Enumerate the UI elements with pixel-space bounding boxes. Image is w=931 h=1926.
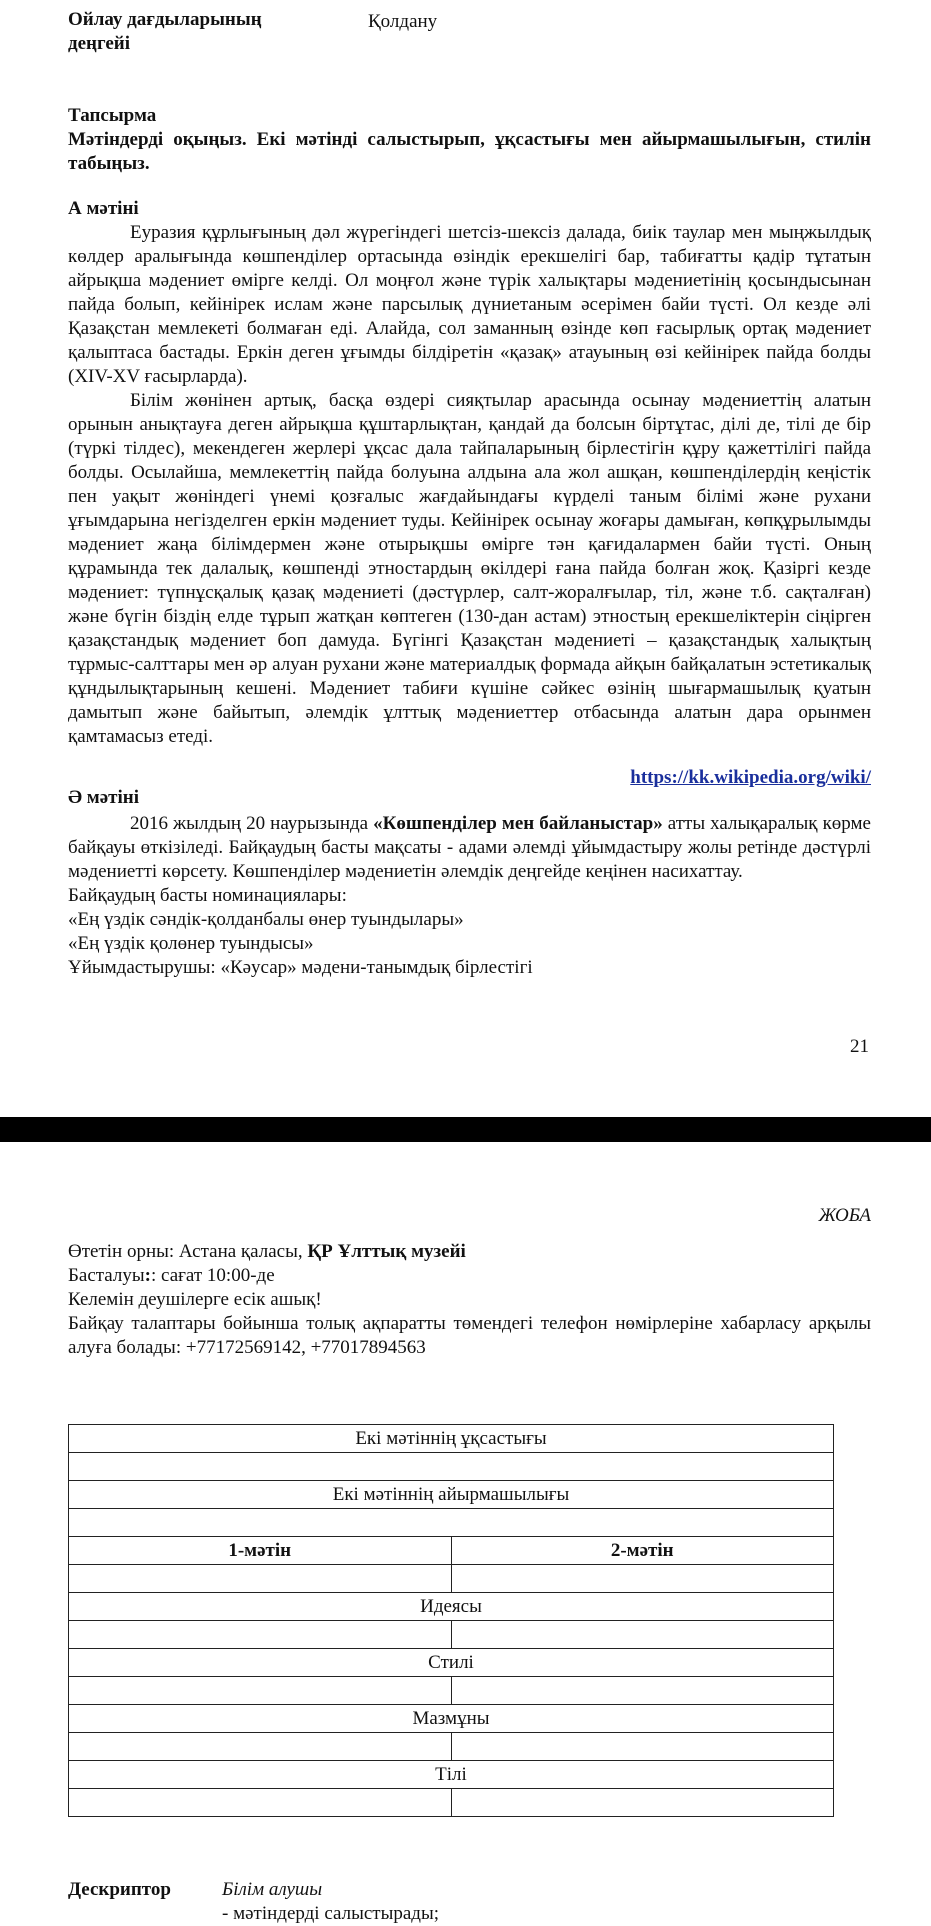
answer-cell[interactable] xyxy=(451,1565,834,1593)
text-1-column-header: 1-мәтін xyxy=(69,1537,452,1565)
answer-cell[interactable] xyxy=(69,1565,452,1593)
similarity-header: Екі мәтіннің ұқсастығы xyxy=(69,1425,834,1453)
nomination-item: «Ең үздік қолөнер туындысы» xyxy=(68,933,314,954)
answer-cell[interactable] xyxy=(69,1621,452,1649)
answer-cell[interactable] xyxy=(451,1677,834,1705)
similarity-answer-cell[interactable] xyxy=(69,1453,834,1481)
answer-cell[interactable] xyxy=(69,1733,452,1761)
draft-label: ЖОБА xyxy=(818,1205,871,1226)
exhibition-name: «Көшпенділер мен байланыстар» xyxy=(373,813,663,834)
text-a-body xyxy=(68,221,871,749)
start-colon: : xyxy=(144,1265,151,1286)
nomination-item: «Ең үздік сәндік-қолданбалы өнер туындылары» xyxy=(68,909,464,930)
content-row-header: Мазмұны xyxy=(69,1705,834,1733)
thinking-skill-label: Ойлау дағдыларының деңгейі xyxy=(68,9,262,54)
descriptor-learner: Білім алушы xyxy=(222,1879,323,1900)
event-info xyxy=(68,1240,871,1360)
welcome-line: Келемін деушілерге есік ашық! xyxy=(68,1289,322,1310)
nominations-label: Байқаудың басты номинациялары: xyxy=(68,885,347,906)
source-link[interactable]: https://kk.wikipedia.org/wiki/ xyxy=(630,767,871,788)
document-page-2 xyxy=(0,1142,931,1924)
descriptor-label: Дескриптор xyxy=(68,1879,171,1900)
venue-name: ҚР Ұлттық музейі xyxy=(307,1241,466,1262)
answer-cell[interactable] xyxy=(451,1733,834,1761)
answer-cell[interactable] xyxy=(451,1789,834,1817)
answer-cell[interactable] xyxy=(69,1677,452,1705)
task-title: Тапсырма xyxy=(68,105,157,126)
difference-header: Екі мәтіннің айырмашылығы xyxy=(69,1481,834,1509)
comparison-table xyxy=(68,1424,834,1817)
style-row-header: Стилі xyxy=(69,1649,834,1677)
text-2-column-header: 2-мәтін xyxy=(451,1537,834,1565)
answer-cell[interactable] xyxy=(69,1789,452,1817)
venue-line xyxy=(68,1240,871,1264)
text-a-paragraph: Білім жөнінен артық, басқа өздері сияқтылар арасында осынау мәдениеттің алатын орынын анықтауға деген айрықша құштарлықтан, қандай да болсын біртұтас, ділі де, тілі де бір (түркі тілдес), мекендеген жерлері ұқсас дала тайпаларының бірлестігін құру қажеттілігі пайда болды. Осылайша, мемлекеттің пайда болуына алдына ала жол ашқан, көшпенділердің кеңістік пен уақыт жөніндегі үнемі қозғалыс жағдайындағы күрделі таным білімі және рухани ұғымдарына негізделген еркін мәдениет туды. Кейінірек осынау жоғары дамыған, көпқұрылымды мәдениет жаңа білімдермен және отырықшы өмірге тән қағидалармен байи түсті. Оның құрамында тек далалық, көшпенді этностардың өкілдері ғана пайда болған жоқ. Қазіргі кезде мәдениет: түпнұсқалық қазақ мәдениеті (дәстүрлер, салт-жоралғылар, тіл, және т.б. сақталған) және бүгін біздің елде тұрып жатқан көптеген (130-дан астам) этностың ерекшеліктерін сіңірген қазақстандық мәдениет боп дамуда. Бүгінгі Қазақстан мәдениеті – қазақстандық халықтың тұрмыс-салттары мен әр алуан рухани және материалдық формада айқын байқалатын эстетикалық құндылықтарының кешені. Мәдениет табиғи күшіне сәйкес өзінің шығармашылық қуатын дамытып және байытып, әлемдік ұлттық мәдениеттер отбасында алатын дара орынмен қамтамасыз етеді. xyxy=(68,390,871,747)
text-b-body xyxy=(68,812,871,980)
language-row-header: Тілі xyxy=(69,1761,834,1789)
start-label: Басталуы xyxy=(68,1265,145,1286)
text-b-intro-start: 2016 жылдың 20 наурызында xyxy=(130,813,374,834)
idea-row-header: Идеясы xyxy=(69,1593,834,1621)
venue-label: Өтетін орны: Астана қаласы, xyxy=(68,1241,308,1262)
difference-spacer-cell[interactable] xyxy=(69,1509,834,1537)
text-a-title: А мәтіні xyxy=(68,198,139,219)
task-text: Мәтіндерді оқыңыз. Екі мәтінді салыстырып, ұқсастығы мен айырмашылығын, стилін табыңыз. xyxy=(68,129,871,174)
start-value: : сағат 10:00-де xyxy=(151,1265,275,1286)
descriptor-item: - мәтіндерді салыстырады; xyxy=(222,1903,439,1924)
text-b-intro xyxy=(68,812,871,884)
start-line xyxy=(68,1264,871,1288)
answer-cell[interactable] xyxy=(451,1621,834,1649)
text-a-paragraph: Еуразия құрлығының дәл жүрегіндегі шетсіз-шексіз далада, биік таулар мен мыңжылдық көлдер аралығында көшпенділер ортасында өзіндік ерекшелігі бар, табиғатты қадір тұтатын айрықша мәдениет өмірге келді. Ол моңғол және түрік халықтары мәдениетінің қосындысынан пайда болып, кейінірек ислам және парсылық дүниетаным әсерімен байи түсті. Ол кезде әлі Қазақстан мемлекеті болмаған еді. Алайда, сол заманның өзінде көп ғасырлық ортақ мәдениет қалыптаса бастады. Еркін деген ұғымды білдіретін «қазақ» атауының өзі кейінірек пайда болды (XIV-XV ғасырларда). xyxy=(68,222,871,387)
page-divider xyxy=(0,1117,931,1142)
page-number: 21 xyxy=(850,1036,869,1057)
text-b-title: Ә мәтіні xyxy=(68,787,139,808)
contact-info: Байқау талаптары бойынша толық ақпаратты төмендегі телефон нөмірлеріне хабарласу арқылы алуға болады: +77172569142, +77017894563 xyxy=(68,1313,871,1358)
text-b-intro-rest: атты халықаралық көрме байқауы өткізіледі. Байқаудың басты мақсаты - адами әлемді ұйымдастыру жолы ретінде дәстүрлі мәдениетті көрсету. Көшпенділер мәдениетін әлемдік деңгейде кеңінен насихаттау. xyxy=(68,813,871,882)
thinking-skill-value: Қолдану xyxy=(368,11,438,32)
organizer-line: Ұйымдастырушы: «Кәусар» мәдени-танымдық бірлестігі xyxy=(68,957,533,978)
